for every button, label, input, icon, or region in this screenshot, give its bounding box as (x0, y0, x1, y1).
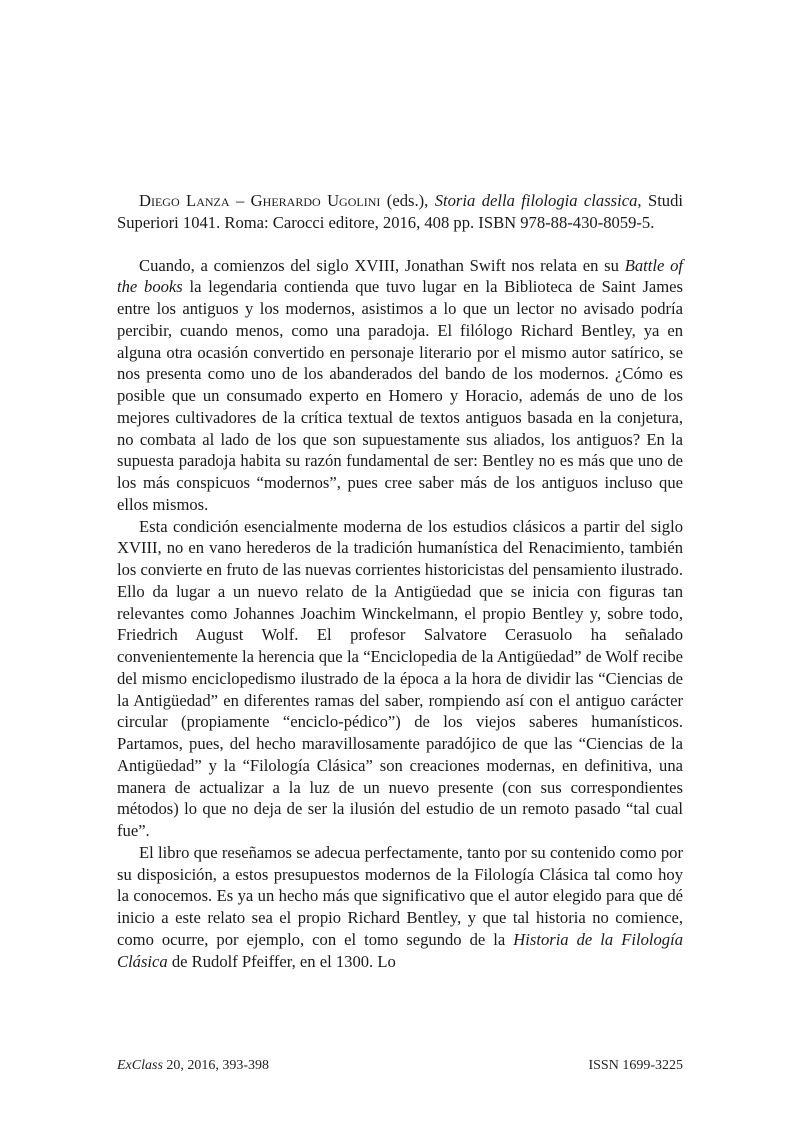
cited-work: Historia de la Filología Clásica (117, 929, 683, 971)
author-1: Diego Lanza (139, 191, 230, 210)
page-body (117, 190, 683, 972)
issn: ISSN 1699-3225 (588, 1058, 683, 1073)
paragraph-2: Esta condición esencialmente moderna de los estudios clásicos a partir del siglo XVIII, no en vano herederos de la tradición humanística del Renacimiento, también los convierte en fruto de las nuevas corrientes historicistas del pensamiento ilustrado. Ello da lugar a un nuevo relato de la Antigüedad que se inicia con figuras tan relevantes como Johannes Joachim Winckelmann, el propio Bentley y, sobre todo, Friedrich August Wolf. El profesor Salvatore Cerasuolo ha señalado convenientemente la herencia que la “Enciclopedia de la Antigüedad” de Wolf recibe del mismo enciclopedismo ilustrado de la época a la hora de dividir las “Ciencias de la Antigüedad” en diferentes ramas del saber, rompiendo así con el antiguo carácter circular (propiamente “enciclo-pédico”) de los viejos saberes humanísticos. Partamos, pues, del hecho maravillosamente paradójico de que las “Ciencias de la Antigüedad” y la “Filología Clásica” son creaciones modernas, en definitiva, una manera de actualizar a la luz de un nuevo presente (con sus correspondientes métodos) lo que no deja de ser la ilusión del estudio de un remoto pasado “tal cual fue”. (117, 516, 683, 840)
book-title: Storia della filologia classica (434, 191, 638, 210)
author-2: Gherardo Ugolini (250, 191, 381, 210)
cited-work: Battle of the books (117, 255, 683, 297)
paragraph-3: El libro que reseñamos se adecua perfectamente, tanto por su contenido como por su disposición, a estos presupuestos modernos de la Filología Clásica tal como hoy la conocemos. Es ya un hecho más que significativo que el autor elegido para que dé inicio a este relato sea el propio Richard Bentley, y que tal historia no comience, como ocurre, por ejemplo, con el tomo segundo de la Historia de la Filología Clásica de Rudolf Pfeiffer, en el 1300. Lo (117, 842, 683, 971)
book-reference: Diego Lanza – Gherardo Ugolini (eds.), Storia della filologia classica, Studi Superiori 1041. Roma: Carocci editore, 2016, 408 pp. ISBN 978-88-430-8059-5. (117, 191, 684, 232)
book-details: , Studi Superiori 1041. Roma: Carocci editore, 2016, 408 pp. ISBN 978-88-430-8059-5. (117, 191, 684, 232)
page-footer (117, 1058, 683, 1074)
journal-citation: ExClass 20, 2016, 393-398 (117, 1058, 270, 1073)
paragraph-1: Cuando, a comienzos del siglo XVIII, Jonathan Swift nos relata en su Battle of the books la legendaria contienda que tuvo lugar en la Biblioteca de Saint James entre los antiguos y los modernos, asistimos a lo que un lector no avisado podría percibir, cuando menos, como una paradoja. El filólogo Richard Bentley, ya en alguna otra ocasión convertido en personaje literario por el mismo autor satírico, se nos presenta como uno de los abanderados del bando de los modernos. ¿Cómo es posible que un consumado experto en Homero y Horacio, además de uno de los mejores cultivadores de la crítica textual de textos antiguos basada en la conjetura, no combata al lado de los que son supuestamente sus aliados, los antiguos? En la supuesta paradoja habita su razón fundamental de ser: Bentley no es más que uno de los más conspicuos “modernos”, pues cree saber más de los antiguos incluso que ellos mismos. (117, 255, 683, 514)
